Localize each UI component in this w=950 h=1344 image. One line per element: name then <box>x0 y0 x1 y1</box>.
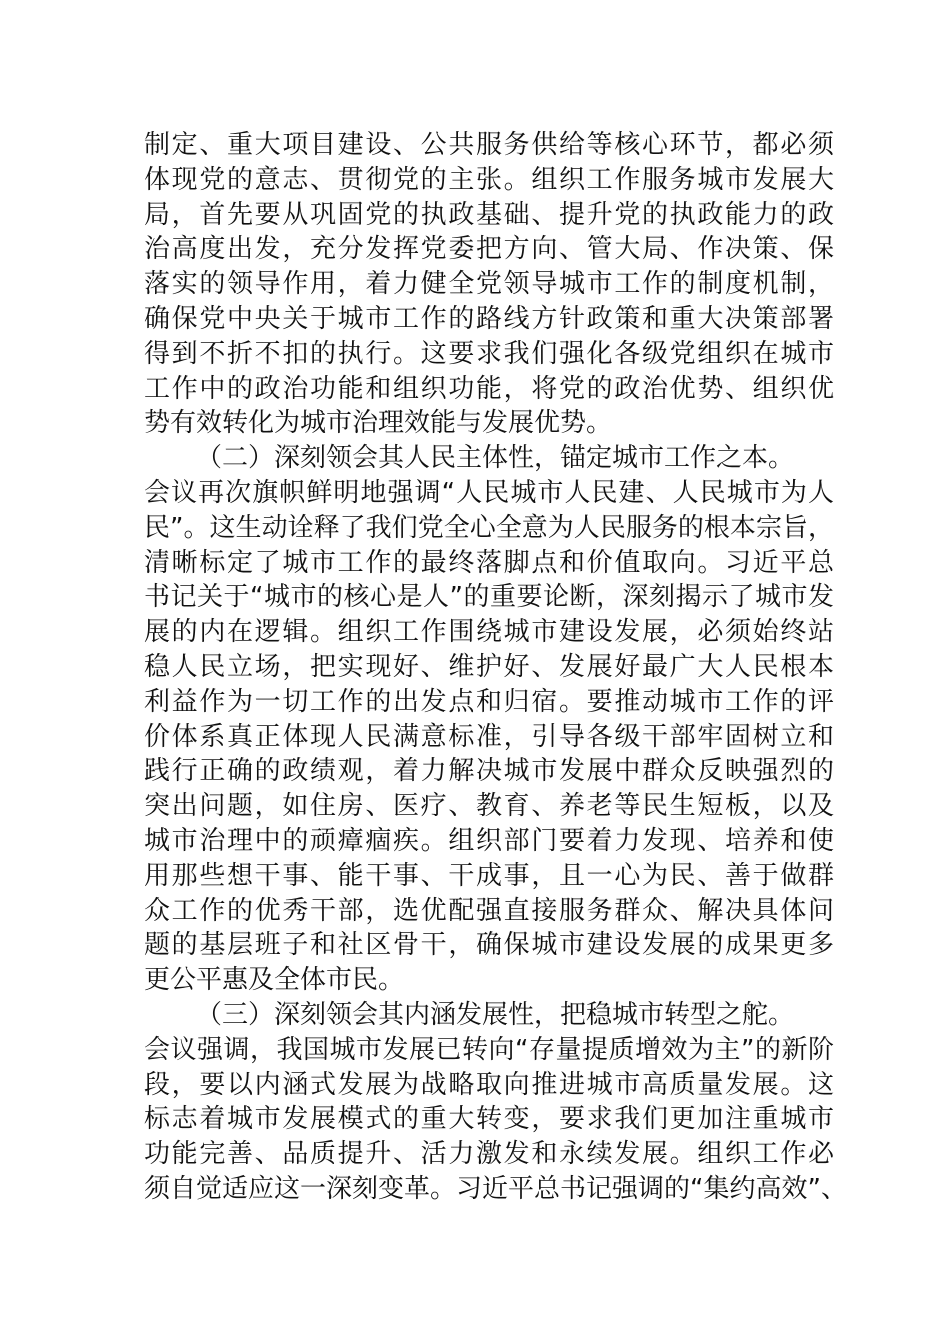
text-line: 段，要以内涵式发展为战略取向推进城市高质量发展。这 <box>144 1069 834 1100</box>
text-line: 标志着城市发展模式的重大转变，要求我们更加注重城市 <box>144 1104 834 1135</box>
document-body <box>144 128 847 1207</box>
section-heading-2: （二）深刻领会其人民主体性，锚定城市工作之本。 <box>196 443 795 474</box>
text-line: 须自觉适应这一深刻变革。习近平总书记强调的“集约高效”、 <box>144 1173 847 1204</box>
text-line: 民”。这生动诠释了我们党全心全意为人民服务的根本宗旨， <box>144 512 834 543</box>
text-line: 题的基层班子和社区骨干，确保城市建设发展的成果更多 <box>144 930 834 961</box>
text-line: 确保党中央关于城市工作的路线方针政策和重大决策部署 <box>144 303 834 334</box>
text-line: 展的内在逻辑。组织工作围绕城市建设发展，必须始终站 <box>144 617 834 648</box>
text-line: 价体系真正体现人民满意标准，引导各级干部牢固树立和 <box>144 721 834 752</box>
text-line: 践行正确的政绩观，着力解决城市发展中群众反映强烈的 <box>144 756 834 787</box>
text-line: 体现党的意志、贯彻党的主张。组织工作服务城市发展大 <box>144 164 834 195</box>
text-line: 用那些想干事、能干事、干成事，且一心为民、善于做群 <box>144 860 834 891</box>
text-line: 城市治理中的顽瘴痼疾。组织部门要着力发现、培养和使 <box>144 825 834 856</box>
text-line: 会议再次旗帜鲜明地强调“人民城市人民建、人民城市为人 <box>144 477 834 508</box>
text-line: 清晰标定了城市工作的最终落脚点和价值取向。习近平总 <box>144 547 834 578</box>
section-heading-3: （三）深刻领会其内涵发展性，把稳城市转型之舵。 <box>196 999 795 1030</box>
text-line: 落实的领导作用，着力健全党领导城市工作的制度机制， <box>144 269 834 300</box>
text-line: 制定、重大项目建设、公共服务供给等核心环节，都必须 <box>144 130 834 160</box>
text-line: 突出问题，如住房、医疗、教育、养老等民生短板，以及 <box>144 791 834 822</box>
text-line: 势有效转化为城市治理效能与发展优势。 <box>144 408 613 439</box>
text-line: 稳人民立场，把实现好、维护好、发展好最广大人民根本 <box>144 651 834 682</box>
text-line: 功能完善、品质提升、活力激发和永续发展。组织工作必 <box>144 1139 834 1170</box>
text-line: 治高度出发，充分发挥党委把方向、管大局、作决策、保 <box>144 234 834 265</box>
text-line: 会议强调，我国城市发展已转向“存量提质增效为主”的新阶 <box>144 1034 834 1065</box>
text-line: 更公平惠及全体市民。 <box>144 965 405 996</box>
text-line: 工作中的政治功能和组织功能，将党的政治优势、组织优 <box>144 373 834 404</box>
text-line: 得到不折不扣的执行。这要求我们强化各级党组织在城市 <box>144 338 834 369</box>
text-line: 众工作的优秀干部，选优配强直接服务群众、解决具体问 <box>144 895 834 926</box>
text-line: 利益作为一切工作的出发点和归宿。要推动城市工作的评 <box>144 686 834 717</box>
text-line: 局，首先要从巩固党的执政基础、提升党的执政能力的政 <box>144 199 834 230</box>
text-line: 书记关于“城市的核心是人”的重要论断，深刻揭示了城市发 <box>144 582 834 613</box>
